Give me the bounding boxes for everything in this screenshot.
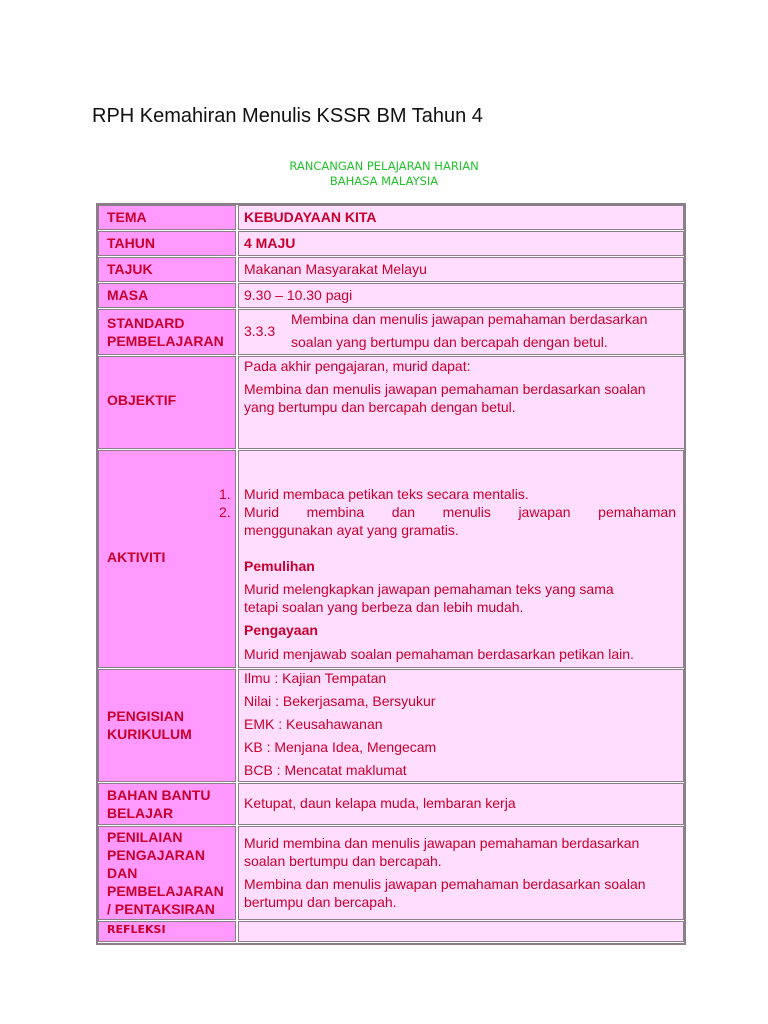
row-tajuk-label-cell [98,257,236,282]
document-title: RPH Kemahiran Menulis KSSR BM Tahun 4 [92,105,483,127]
pengisian-label-line-1: PENGISIAN [107,708,185,724]
row-masa-label-cell [98,283,236,308]
row-standard-label-cell [98,309,236,355]
penilaian-text-line-1: Murid membina dan menulis jawapan pemahaman berdasarkan [244,835,640,851]
standard-label-line-1: STANDARD [107,315,185,331]
bahan-label-line-2: BELAJAR [107,805,174,821]
row-objektif-label-cell [98,356,236,449]
row-tema-label-cell [98,205,236,230]
row-aktiviti-value-cell [238,450,684,668]
pengisian-line-ilmu: Ilmu : Kajian Tempatan [244,670,387,686]
aktiviti-item-1-text: Murid membaca petikan teks secara mentalis. [244,486,529,502]
row-tema-value-cell [238,205,684,230]
row-masa-value-cell [238,283,684,308]
standard-label-line-2: PEMBELAJARAN [107,333,224,349]
objektif-text-line-1: Membina dan menulis jawapan pemahaman berdasarkan soalan [244,381,646,397]
penilaian-label-line-5: / PENTAKSIRAN [107,901,215,917]
row-penilaian-label-cell [98,826,236,920]
bahan-value: Ketupat, daun kelapa muda, lembaran kerja [244,795,516,811]
refleksi-label: REFLEKSI [107,923,166,936]
row-refleksi-value-cell [238,921,684,942]
row-pengisian-value-cell [238,669,684,782]
row-tahun-value-cell [238,231,684,256]
row-standard-value-cell [238,309,684,355]
pemulihan-text-line-2: tetapi soalan yang berbeza dan lebih mudah. [244,599,524,615]
tema-value: KEBUDAYAAN KITA [244,209,377,225]
row-aktiviti-label-cell [98,450,236,668]
row-refleksi-label-cell [98,921,236,942]
objektif-label: OBJEKTIF [107,392,177,408]
tema-label: TEMA [107,209,147,225]
row-pengisian-label-cell [98,669,236,782]
heading-line-1: RANCANGAN PELAJARAN HARIAN [289,159,479,173]
standard-text-line-2: soalan yang bertumpu dan bercapah dengan betul. [291,334,608,350]
pengisian-line-emk: EMK : Keusahawanan [244,716,383,732]
pemulihan-text-line-1: Murid melengkapkan jawapan pemahaman teks yang sama [244,581,614,597]
row-tahun-label-cell [98,231,236,256]
standard-text-line-1: Membina dan menulis jawapan pemahaman berdasarkan [291,311,648,327]
penilaian-text-line-4: bertumpu dan bercapah. [244,894,397,910]
penilaian-label-line-2: PENGAJARAN [107,847,206,863]
row-bahan-value-cell [238,783,684,825]
tajuk-label: TAJUK [107,261,153,277]
row-tajuk-value-cell [238,257,684,282]
lesson-plan-table [96,203,686,945]
aktiviti-label: AKTIVITI [107,549,166,565]
pemulihan-heading: Pemulihan [244,558,315,574]
masa-value: 9.30 – 10.30 pagi [244,287,353,303]
pengisian-line-kb: KB : Menjana Idea, Mengecam [244,739,437,755]
row-objektif-value-cell [238,356,684,449]
masa-label: MASA [107,287,149,303]
objektif-text-line-2: yang bertumpu dan bercapah dengan betul. [244,399,516,415]
pengayaan-heading: Pengayaan [244,622,318,638]
row-bahan-label-cell [98,783,236,825]
pengisian-line-nilai: Nilai : Bekerjasama, Bersyukur [244,693,436,709]
aktiviti-item-2-text-line-2: menggunakan ayat yang gramatis. [244,522,459,538]
penilaian-label-line-4: PEMBELAJARAN [107,883,224,899]
pengayaan-text-line-1: Murid menjawab soalan pemahaman berdasarkan petikan lain. [244,646,634,662]
tahun-value: 4 MAJU [244,235,296,251]
aktiviti-item-2-text-line-1: Murid membina dan menulis jawapan pemahaman [244,504,676,520]
penilaian-text-line-2: soalan bertumpu dan bercapah. [244,853,442,869]
aktiviti-item-1-number: 1. [219,486,231,502]
objektif-intro: Pada akhir pengajaran, murid dapat: [244,358,471,374]
heading-line-2: BAHASA MALAYSIA [329,174,439,188]
bahan-label-line-1: BAHAN BANTU [107,787,211,803]
tahun-label: TAHUN [107,235,155,251]
penilaian-label-line-1: PENILAIAN [107,829,183,845]
penilaian-label-line-3: DAN [107,865,138,881]
tajuk-value: Makanan Masyarakat Melayu [244,261,427,277]
pengisian-label-line-2: KURIKULUM [107,726,192,742]
standard-code: 3.3.3 [244,323,276,339]
pengisian-line-bcb: BCB : Mencatat maklumat [244,762,407,778]
row-penilaian-value-cell [238,826,684,920]
aktiviti-item-2-number: 2. [219,504,231,520]
penilaian-text-line-3: Membina dan menulis jawapan pemahaman berdasarkan soalan [244,876,646,892]
